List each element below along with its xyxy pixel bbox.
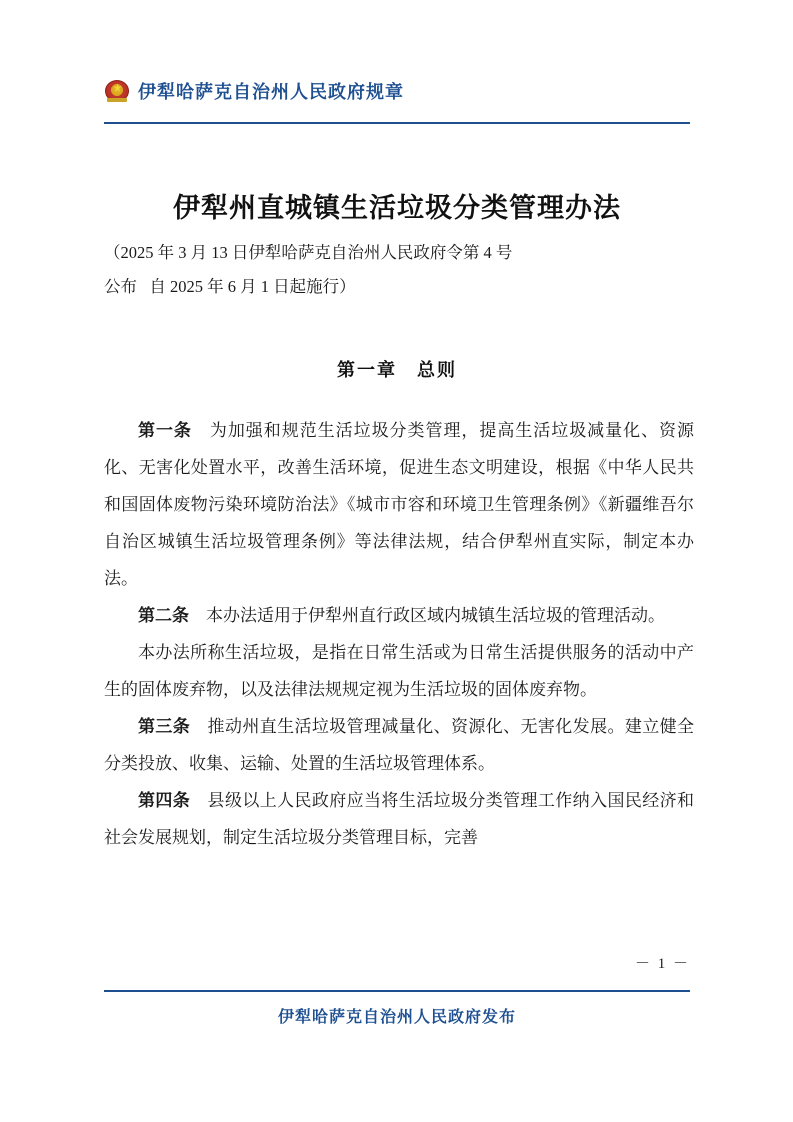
paragraph-article-2	[104, 597, 694, 634]
article-label-4: 第四条	[138, 791, 191, 810]
header-title: 伊犁哈萨克自治州人民政府规章	[138, 82, 404, 102]
document-subtitle	[104, 236, 690, 304]
article-text-3: 推动州直生活垃圾管理减量化、资源化、无害化发展。建立健全分类投放、收集、运输、处置的生活垃圾管理体系。	[104, 717, 695, 773]
national-emblem-icon: ★	[104, 78, 130, 104]
header-divider	[104, 122, 690, 124]
article-text-4: 县级以上人民政府应当将生活垃圾分类管理工作纳入国民经济和社会发展规划，制定生活垃圾分类管理目标，完善	[104, 791, 695, 847]
footer-publisher: 伊犁哈萨克自治州人民政府发布	[277, 1009, 516, 1026]
paragraph-definition	[104, 634, 694, 708]
paragraph-article-3	[104, 708, 694, 782]
document-header	[104, 78, 690, 104]
article-label-2: 第二条	[138, 606, 189, 625]
definition-text: 本办法所称生活垃圾，是指在日常生活或为日常生活提供服务的活动中产生的固体废弃物，以及法律法规规定视为生活垃圾的固体废弃物。	[104, 643, 694, 699]
article-text-1: 为加强和规范生活垃圾分类管理，提高生活垃圾减量化、资源化、无害化处置水平，改善生活环境，促进生态文明建设，根据《中华人民共和国固体废物污染环境防治法》《城市市容和环境卫生管理条例》《新疆维吾尔自治区城镇生活垃圾管理条例》等法律法规，结合伊犁州直实际，制定本办法。	[104, 421, 695, 588]
document-body	[104, 412, 694, 856]
subtitle-line-1: （2025 年 3 月 13 日伊犁哈萨克自治州人民政府令第 4 号	[104, 243, 513, 262]
subtitle-line-2: 公布 自 2025 年 6 月 1 日起施行）	[104, 277, 356, 296]
article-text-2: 本办法适用于伊犁州直行政区域内城镇生活垃圾的管理活动。	[189, 606, 665, 625]
article-label-1: 第一条	[138, 421, 192, 440]
page-title: 伊犁州直城镇生活垃圾分类管理办法	[173, 193, 621, 223]
article-label-3: 第三条	[138, 717, 191, 736]
paragraph-article-1	[104, 412, 694, 597]
paragraph-article-4	[104, 782, 694, 856]
footer-divider	[104, 990, 690, 992]
page-number: － 1 －	[634, 956, 690, 972]
chapter-heading: 第一章 总则	[337, 360, 457, 380]
